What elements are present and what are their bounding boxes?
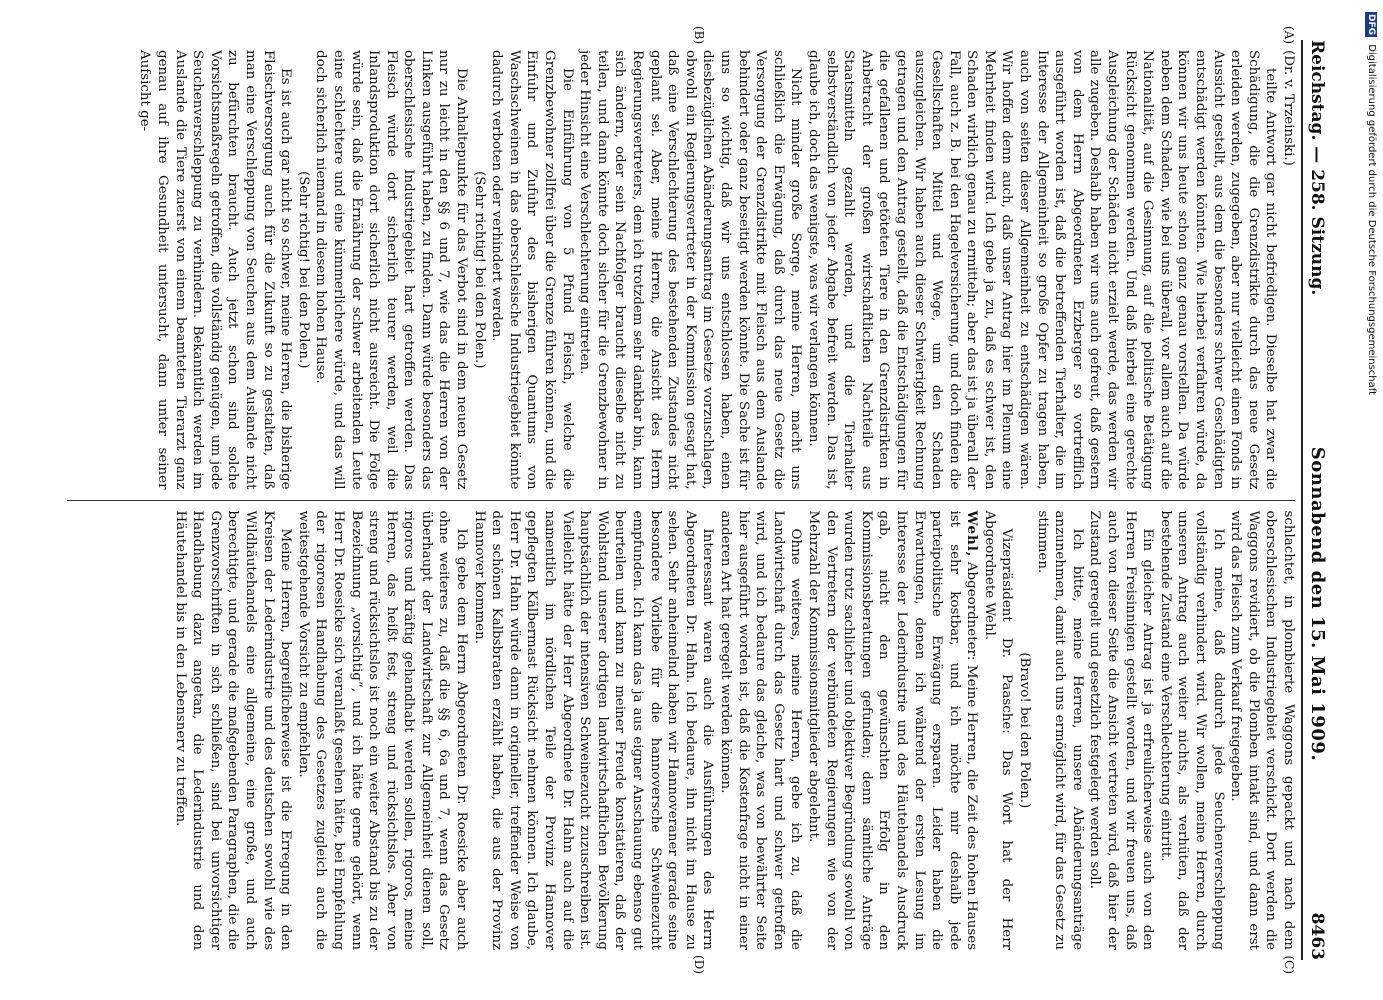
page-number: 8463 bbox=[1307, 912, 1327, 960]
margin-mark-a: (A) bbox=[1282, 26, 1296, 45]
margin-mark-b: (B) bbox=[692, 26, 706, 45]
paragraph: teilte Antwort gar nicht befriedigen. Dieselbe hat zwar die Schädigung, die die Grenzdistrikte durch das neue Gesetz erleiden werden, zugegeben, aber nur vielleicht einen Fonds in Aussicht gestellt, aus dem die besonders schwer Geschädigten entschädigt werden könnten. Wie hierbei verfahren würde, da können wir uns heute schon ganz genau vorstellen. Da würde neben dem Schaden, wie bei uns überall, vor allem auch auf die Nationalität, auf die Gesinnung, auf die politische Betätigung Rücksicht genommen werden. Und daß hierbei eine gerechte Ausgleichung der Schäden nicht erzielt werde, das werden wir alle zugeben. Deshalb haben wir uns auch gefreut, daß gestern von dem Herrn Abgeordneten Erzberger so vortrefflich ausgeführt worden ist, daß die betreffenden Tierhalter, die im Interesse der Allgemeinheit so große Opfer zu tragen haben, auch von seiten dieser Allgemeinheit zu entschädigen wären. Wir hoffen denn auch, daß unser Antrag hier im Plenum eine Mehrheit finden wird. Ich gebe ja zu, daß es schwer ist, den Schaden wirklich genau zu ermitteln; aber das ist ja überall der Fall, auch z. B. bei den Hagelversicherung, und doch finden die Gesellschaften Mittel und Wege, um den Schaden auszugleichen. Wir haben auch dieser Schwierigkeit Rechnung getragen und den Antrag gestellt, daß die Entschädigungen für die gefallenen und getöteten Tiere in den Grenzdistrikten in Anbetracht der großen wirtschaftlichen Nachteile aus Staatsmitteln gezahlt werden, und die Tierhalter selbstverständlich von jeder Abgabe befreit werden. Das ist, glaube ich, doch das wenigste, was wir verlangen können. bbox=[805, 50, 1279, 490]
page-header bbox=[1301, 40, 1328, 960]
paragraph: Die Anhaltepunkte für das Verbot sind in dem neuen Gesetz nur zu leicht in den §§ 6 und 7, wie das die Herren von der Linken ausgeführt haben, zu finden. Dann würde besonders das oberschlesische Industriegebiet hart getroffen werden. Das Fleisch würde dort sicherlich teurer werden, weil die Inlandsproduktion dort sicherlich nicht ausreicht. Die Folge würde sein, daß die Ernährung der schwer arbeitenden Leute eine schlechtere und eine kümmerlichere würde, und das will doch sicherlich niemand in diesem hohen Hause. bbox=[313, 50, 470, 490]
dfg-logo: DFG bbox=[1366, 14, 1376, 36]
paragraph: Die Einführung von 5 Pfund Fleisch, welche die Grenzbewohner zollfrei über die Grenze führen können, und die Einfuhr und Zufuhr des bisherigen Quantums von Waschschweinen in das oberschlesische Industriegebiet könnte dadurch verboten oder verhindert werden. bbox=[489, 50, 575, 490]
stamp-text: Digitalisierung gefördert durch die Deutsche Forschungsgemeinschaft bbox=[1366, 44, 1377, 396]
rotated-document-page bbox=[46, 26, 1336, 974]
left-column bbox=[67, 40, 1297, 500]
margin-mark-d: (D) bbox=[692, 955, 706, 974]
header-left: Reichstag. — 258. Sitzung. bbox=[1307, 40, 1327, 296]
paragraph: Ein gleicher Antrag ist ja erfreulicherweise auch von den Herren Freisinnigen gestellt worden, und wir freuen uns, daß auch von dieser Seite die Ansicht vertreten wird, daß hier der Zustand geregelt und gesetzlich festgelegt werden soll. bbox=[1087, 510, 1156, 950]
interjection: (Sehr richtig! bei den Polen.) bbox=[471, 170, 487, 369]
paragraph: Es ist auch gar nicht so schwer, meine Herren, die bisherige Fleischversorgung auch für die Zukunft so zu gestalten, daß man eine Verschleppung von Seuchen aus dem Auslande nicht zu befürchten braucht. Auch jetzt schon sind solche Vorsichtsmaßregeln getroffen, die vollständig genügen, um jede Seuchenverschleppung zu verhindern. Bekanntlich werden im Auslande die Tiere zuerst von einem beamteten Tierarzt ganz genau auf ihre Gesundheit untersucht, dann unter seiner Aufsicht ge- bbox=[137, 50, 294, 490]
paragraph: schlachtet, in plombierte Waggons gepackt und nach dem oberschlesischen Industriegebiet verschickt. Dort werden die Waggons revidiert, ob die Plomben intakt sind, und dann erst wird das Fleisch zum Verkauf freigegeben. bbox=[1228, 510, 1296, 950]
paragraph: Ich meine, daß dadurch jede Seuchenverschleppung vollständig verhindert wird. Wir wollen, meine Herren, durch unseren Antrag auch weiter nichts, als verhüten, daß der bestehende Zustand eine Verschlechterung eintritt. bbox=[1157, 510, 1226, 950]
paragraph: Abgeordneter: Meine Herren, die Zeit des hohen Hauses ist sehr kostbar, und ich möchte mir deshalb jede parteipolitische Erwägung ersparen. Leider haben die Erwartungen, denen ich während der ersten Lesung im Interesse der Lederindustrie und des Häutehandels Ausdruck gab, nicht den gewünschten Erfolg in den Kommissionsberatungen gefunden; denn sämtliche Anträge wurden trotz sachlicher und objektiver Begründung sowohl von den Vertretern der verbündeten Regierungen wie von der Mehrzahl der Kommissionsmitglieder abgelehnt. bbox=[805, 510, 980, 950]
speaker-name: Wehl, bbox=[964, 510, 981, 558]
digitization-stamp bbox=[1365, 12, 1377, 395]
margin-mark-c: (C) bbox=[1282, 955, 1296, 974]
header-date: Sonnabend den 15. Mai 1909. bbox=[1307, 446, 1328, 762]
paragraph: Interessant waren auch die Ausführungen des Herrn Abgeordneten Dr. Hahn. Ich bedaure, ihn nicht im Hause zu sehen. Sehr anheimelnd haben wir Hannoveraner gerade seine besondere Vorliebe für die hannoversche Schweinezucht empfunden. Ich kann das ja aus eigner Anschauung ebenso gut beurteilen und kann zu meiner Freude konstatieren, daß der Wohlstand unserer dortigen landwirtschaftlichen Bevölkerung hauptsächlich der intensiven Schweinezucht zuzuschreiben ist. Vielleicht hätte der Herr Abgeordnete Dr. Hahn auch auf die namentlich im nördlichen Teile der Provinz Hannover gepflegten Kälbermast Rücksicht nehmen können. Ich glaube, Herr Dr. Hahn würde dann in origineller, treffender Weise von den schönen Kalbsbraten erzählt haben, die aus der Provinz Hannover kommen. bbox=[471, 510, 716, 950]
interjection: (Sehr richtig! bei den Polen.) bbox=[295, 170, 311, 369]
paragraph: Ich bitte, meine Herren, unsere Abänderungsanträge anzunehmen, damit auch uns ermöglicht wird, für das Gesetz zu stimmen. bbox=[1034, 510, 1085, 950]
interjection: (Bravo! bei den Polen.) bbox=[1017, 652, 1033, 809]
paragraph: Ohne weiteres, meine Herren, gebe ich zu, daß die Landwirtschaft durch das Gesetz hart und schwer getroffen wird, und ich bedaure das gleiche, was von bewährter Seite hier ausgeführt worden ist, daß die Kostenfrage nicht in einer anderen Art hat geregelt werden können. bbox=[718, 510, 804, 950]
paragraph: Meine Herren, begreiflicherweise ist die Erregung in den Kreisen der Lederindustrie und des deutschen sowohl wie des Wildhäutehandels eine allgemeine, eine große, und auch berechtigte, und gerade die maßgebenden Paragraphen, die die Grenzvorschriften in sich schließen, sind bei unvorsichtiger Handhabung dazu angetan, die Lederindustrie und den Häutehandel bis in den Lebensnerv zu treffen. bbox=[172, 510, 294, 950]
paragraph: Ich gebe dem Herrn Abgeordneten Dr. Roesicke aber auch ohne weiteres zu, daß die §§ 6, 6a und 7, wenn das Gesetz überhaupt der Landwirtschaft zur Allgemeinheit dienen soll, rigoros und kräftig gehandhabt werden sollen, rigoros, meine Herren, das heißt fest, streng und rücksichtslos. Aber von streng und rücksichtslos ist noch ein weiter Abstand bis zu der Bezeichnung „vorsichtig“, und ich hätte gerne gehört, wenn Herr Dr. Roesicke sich veranlaßt gesehen hätte, bei Empfehlung der rigorosen Handhabung des Gesetzes zugleich auch die weitestgehende Vorsicht zu empfehlen. bbox=[295, 510, 470, 950]
right-column bbox=[67, 501, 1297, 961]
president-line: Vizepräsident Dr. Paasche: Das Wort hat der Herr Abgeordnete Wehl. bbox=[981, 510, 1015, 950]
paragraph: Nicht minder große Sorge, meine Herren, macht uns schließlich die Erwägung, daß durch das neue Gesetz die Versorgung der Grenzdistrikte mit Fleisch aus dem Auslande behindert oder ganz beseitigt werden könnte. Die Sache ist für uns so wichtig, daß wir uns entschlossen haben, einen diesbezüglichen Abänderungsantrag im Gesetze vorzuschlagen, obwohl ein Regierungsvertreter in der Kommission gesagt hat, daß eine Verschlechterung des bestehenden Zustandes nicht geplant sei. Aber, meine Herren, die Ansicht des Herrn Regierungsvertreters, dem ich trotzdem sehr dankbar bin, kann sich ändern, oder sein Nachfolger braucht dieselbe nicht zu teilen, und dann könnte doch sicher für die Grenzbewohner in jeder Hinsicht eine Verschlechterung eintreten. bbox=[577, 50, 804, 490]
speaker-line: (Dr. v. Trzeinski.) bbox=[1281, 50, 1296, 166]
